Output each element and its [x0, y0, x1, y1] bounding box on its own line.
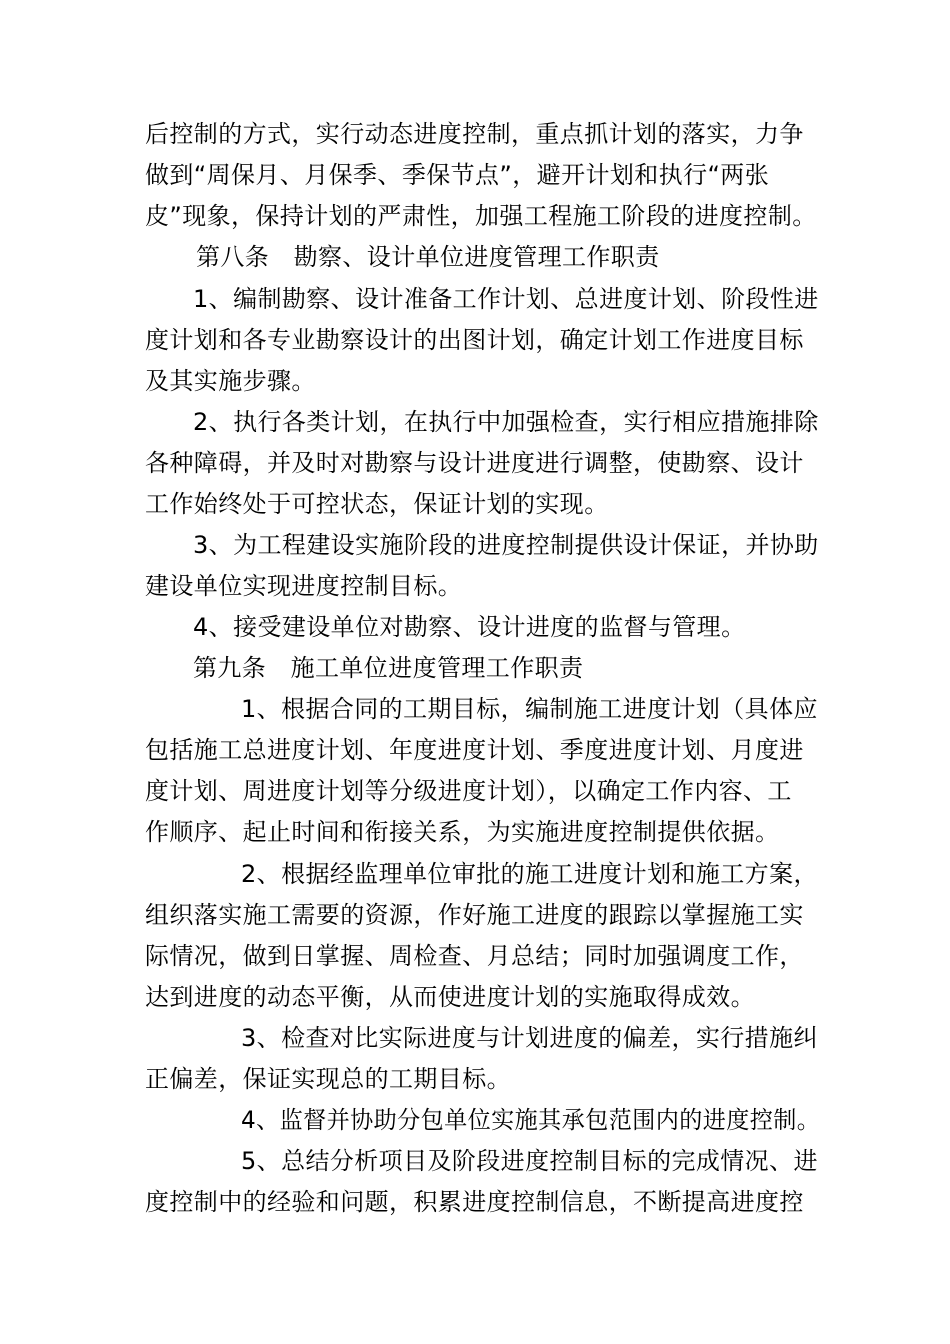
paragraph-line: 作顺序、起止时间和衔接关系，为实施进度控制提供依据。	[145, 818, 780, 846]
paragraph-line: 3、为工程建设实施阶段的进度控制提供设计保证，并协助	[193, 531, 819, 559]
paragraph-line: 组织落实施工需要的资源，作好施工进度的跟踪以掌握施工实	[145, 901, 804, 929]
paragraph-line: 度计划、周进度计划等分级进度计划），以确定工作内容、工	[145, 777, 792, 805]
paragraph-line: 1、编制勘察、设计准备工作计划、总进度计划、阶段性进	[193, 285, 819, 313]
paragraph-line: 达到进度的动态平衡，从而使进度计划的实施取得成效。	[145, 983, 755, 1011]
paragraph-line: 皮”现象，保持计划的严肃性，加强工程施工阶段的进度控制。	[145, 202, 817, 230]
paragraph-line: 度计划和各专业勘察设计的出图计划，确定计划工作进度目标	[145, 326, 804, 354]
paragraph-line: 建设单位实现进度控制目标。	[145, 572, 463, 600]
article-8-heading: 第八条 勘察、设计单位进度管理工作职责	[196, 243, 660, 271]
paragraph-line: 5、总结分析项目及阶段进度控制目标的完成情况、进	[241, 1147, 818, 1175]
paragraph-line: 3、检查对比实际进度与计划进度的偏差，实行措施纠	[241, 1024, 818, 1052]
paragraph-line: 后控制的方式，实行动态进度控制，重点抓计划的落实，力争	[145, 120, 804, 148]
paragraph-line: 包括施工总进度计划、年度进度计划、季度进度计划、月度进	[145, 736, 804, 764]
article-9-heading: 第九条 施工单位进度管理工作职责	[193, 654, 584, 682]
paragraph-line: 4、接受建设单位对勘察、设计进度的监督与管理。	[193, 613, 746, 641]
paragraph-line: 度控制中的经验和问题，积累进度控制信息，不断提高进度控	[145, 1188, 804, 1216]
paragraph-line: 4、监督并协助分包单位实施其承包范围内的进度控制。	[241, 1106, 821, 1134]
paragraph-line: 及其实施步骤。	[145, 367, 316, 395]
paragraph-line: 2、执行各类计划，在执行中加强检查，实行相应措施排除	[193, 408, 819, 436]
paragraph-line: 做到“周保月、月保季、季保节点”，避开计划和执行“两张	[145, 161, 770, 189]
paragraph-line: 2、根据经监理单位审批的施工进度计划和施工方案，	[241, 860, 818, 888]
paragraph-line: 正偏差，保证实现总的工期目标。	[145, 1065, 511, 1093]
paragraph-line: 工作始终处于可控状态，保证计划的实现。	[145, 490, 609, 518]
paragraph-line: 各种障碍，并及时对勘察与设计进度进行调整，使勘察、设计	[145, 449, 804, 477]
paragraph-line: 1、根据合同的工期目标，编制施工进度计划（具体应	[241, 695, 818, 723]
paragraph-line: 际情况，做到日掌握、周检查、月总结；同时加强调度工作，	[145, 942, 804, 970]
